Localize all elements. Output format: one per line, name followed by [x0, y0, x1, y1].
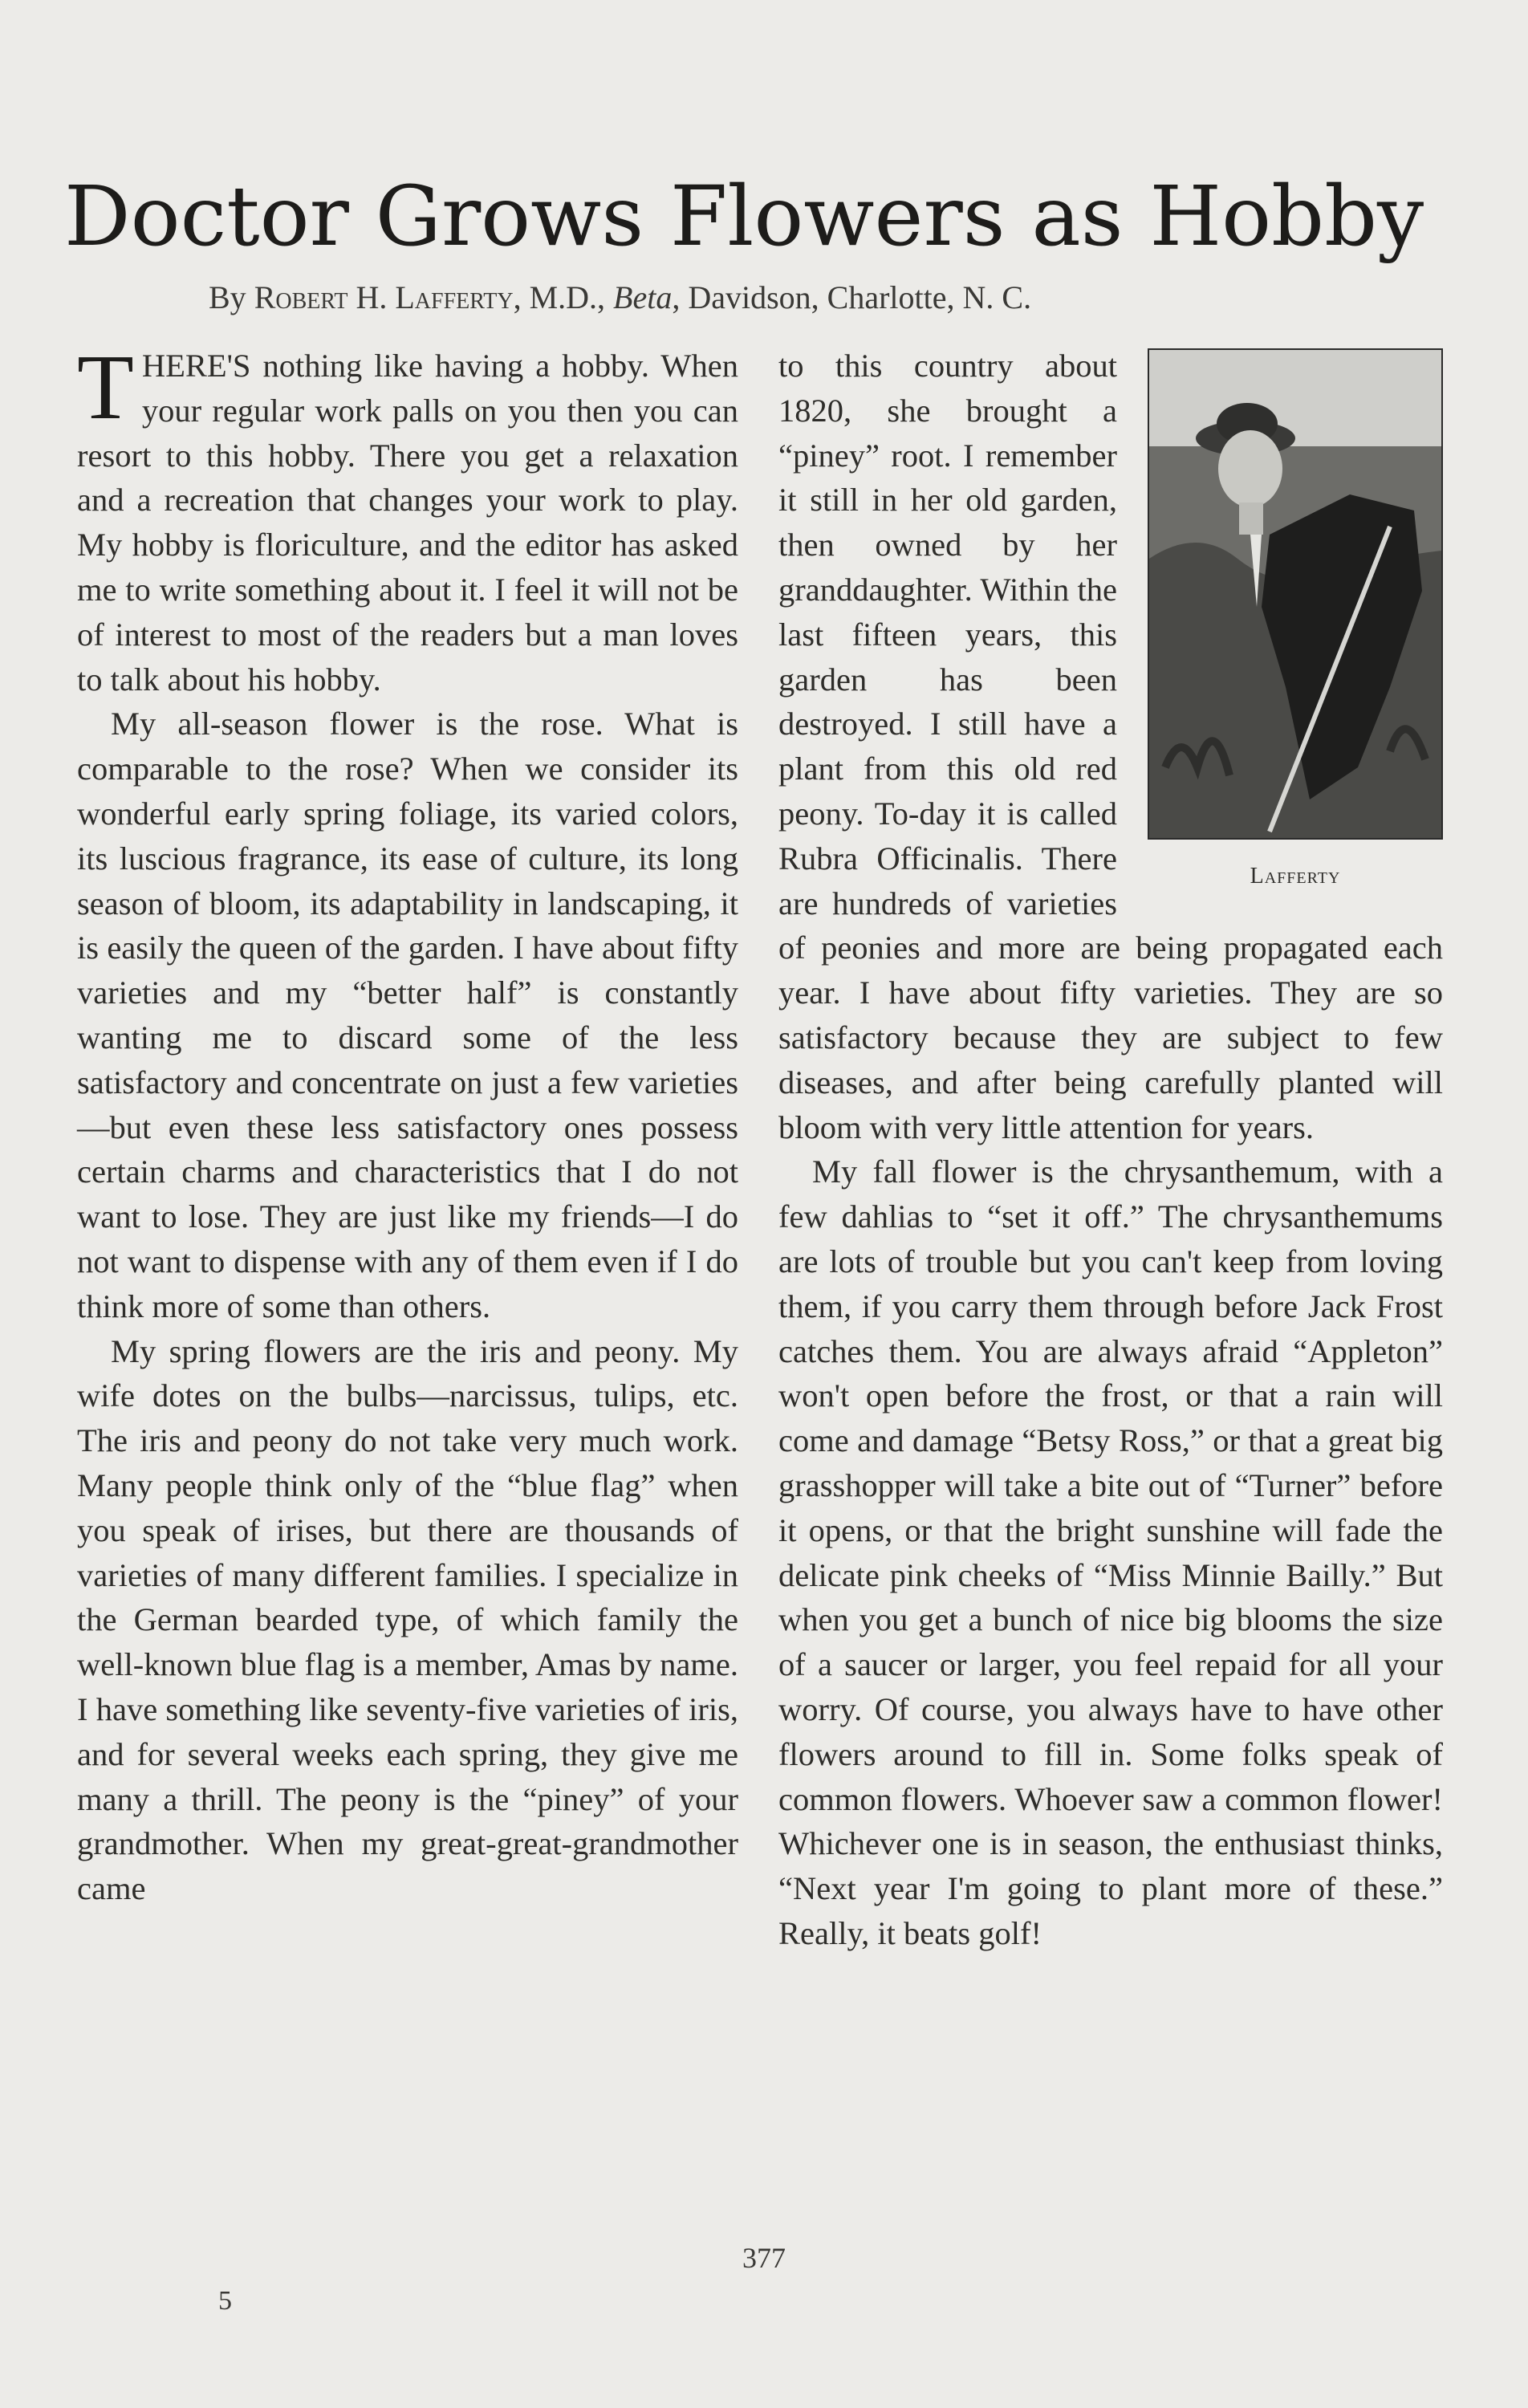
- paragraph-4: to this country about 1820, she brought a “piney” root. I remember it still in her old garden, then owned by her granddaughter. Within the last fifteen years, this garden has been destroyed. I still have a plant from this old red peony. To-day it is called Rubra Officinalis. There are hundreds of varieties of peonies and more are being propagated each year. I have about fifty varieties. They are so satisfactory because they are subject to few diseases, and after being carefully planted will bloom with very little attention for years.: [778, 348, 1443, 1145]
- byline-prefix: By: [209, 279, 254, 315]
- author-degree: , M.D.,: [513, 279, 614, 315]
- paragraph-5: My fall flower is the chrysanthemum, with a few dahlias to “set it off.” The chrysanthemums are lots of trouble but you can't keep from loving them, if you carry them through before Jack Frost catches them. You are always afraid “Appleton” won't open before the frost, or that a rain will come and damage “Betsy Ross,” or that a great big grasshopper will take a bite out of “Turner” before it opens, or that the bright sunshine will fade the delicate pink cheeks of “Miss Minnie Bailly.” But when you get a bunch of nice big blooms the size of a saucer or larger, you feel repaid for all your worry. Of course, you always have to have other flowers around to fill in. Some folks speak of common flowers. Whoever saw a common flower! Whichever one is in season, the enthusiast thinks, “Next year I'm going to plant more of these.” Really, it beats golf!: [778, 1153, 1443, 1951]
- paragraph-2: My all-season flower is the rose. What is comparable to the rose? When we consider its wonderful early spring foliage, its varied colors, its luscious fragrance, its ease of culture, its long season of bloom, its adaptability in landscaping, it is easily the queen of the garden. I have about fifty varieties and my “better half” is constantly wanting me to discard some of the less satisfactory and concentrate on just a few varieties—but even these less satisfactory ones possess certain charms and characteristics that I do not want to lose. They are just like my friends—I do not want to dispense with any of them even if I do think more of some than others.: [77, 706, 738, 1324]
- portrait-photo: [1148, 348, 1443, 840]
- paragraph-3: My spring flowers are the iris and peony. My wife dotes on the bulbs—narcissus, tulips, etc. The iris and peony do not take very much work. Many people think only of the “blue flag” when you speak of irises, but there are thousands of varieties of many different families. I specialize in the German bearded type, of which family the well-known blue flag is a member, Amas by name. I have something like seventy-five varieties of iris, and for several weeks each spring, they give me many a thrill. The peony is the “piney” of your grandmother. When my great-great-grandmother came: [77, 1332, 738, 1907]
- gardener-figure-illustration: [1149, 350, 1441, 838]
- author-name: Robert H. Lafferty: [254, 279, 514, 315]
- portrait-figure: [1148, 348, 1443, 899]
- author-affiliation: , Davidson, Charlotte, N. C.: [672, 279, 1032, 315]
- left-column: [77, 336, 738, 1911]
- byline: [209, 278, 1380, 318]
- paragraph-1: [77, 336, 738, 702]
- figure-caption: Lafferty: [1250, 864, 1341, 889]
- signature-mark: 5: [218, 2286, 232, 2316]
- paragraph-1-text: HERE'S nothing like having a hobby. When your regular work palls on you then you can resort to this hobby. There you get a relaxation and a recreation that changes your work to play. My hobby is floriculture, and the editor has asked me to write something about it. I feel it will not be of interest to most of the readers but a man loves to talk about his hobby.: [77, 348, 738, 698]
- page-number: 377: [742, 2242, 786, 2274]
- right-column: [778, 344, 1443, 1956]
- article-title: Doctor Grows Flowers as Hobby: [64, 169, 1424, 265]
- chapter-name: Beta: [613, 279, 673, 315]
- drop-cap: T: [77, 336, 134, 439]
